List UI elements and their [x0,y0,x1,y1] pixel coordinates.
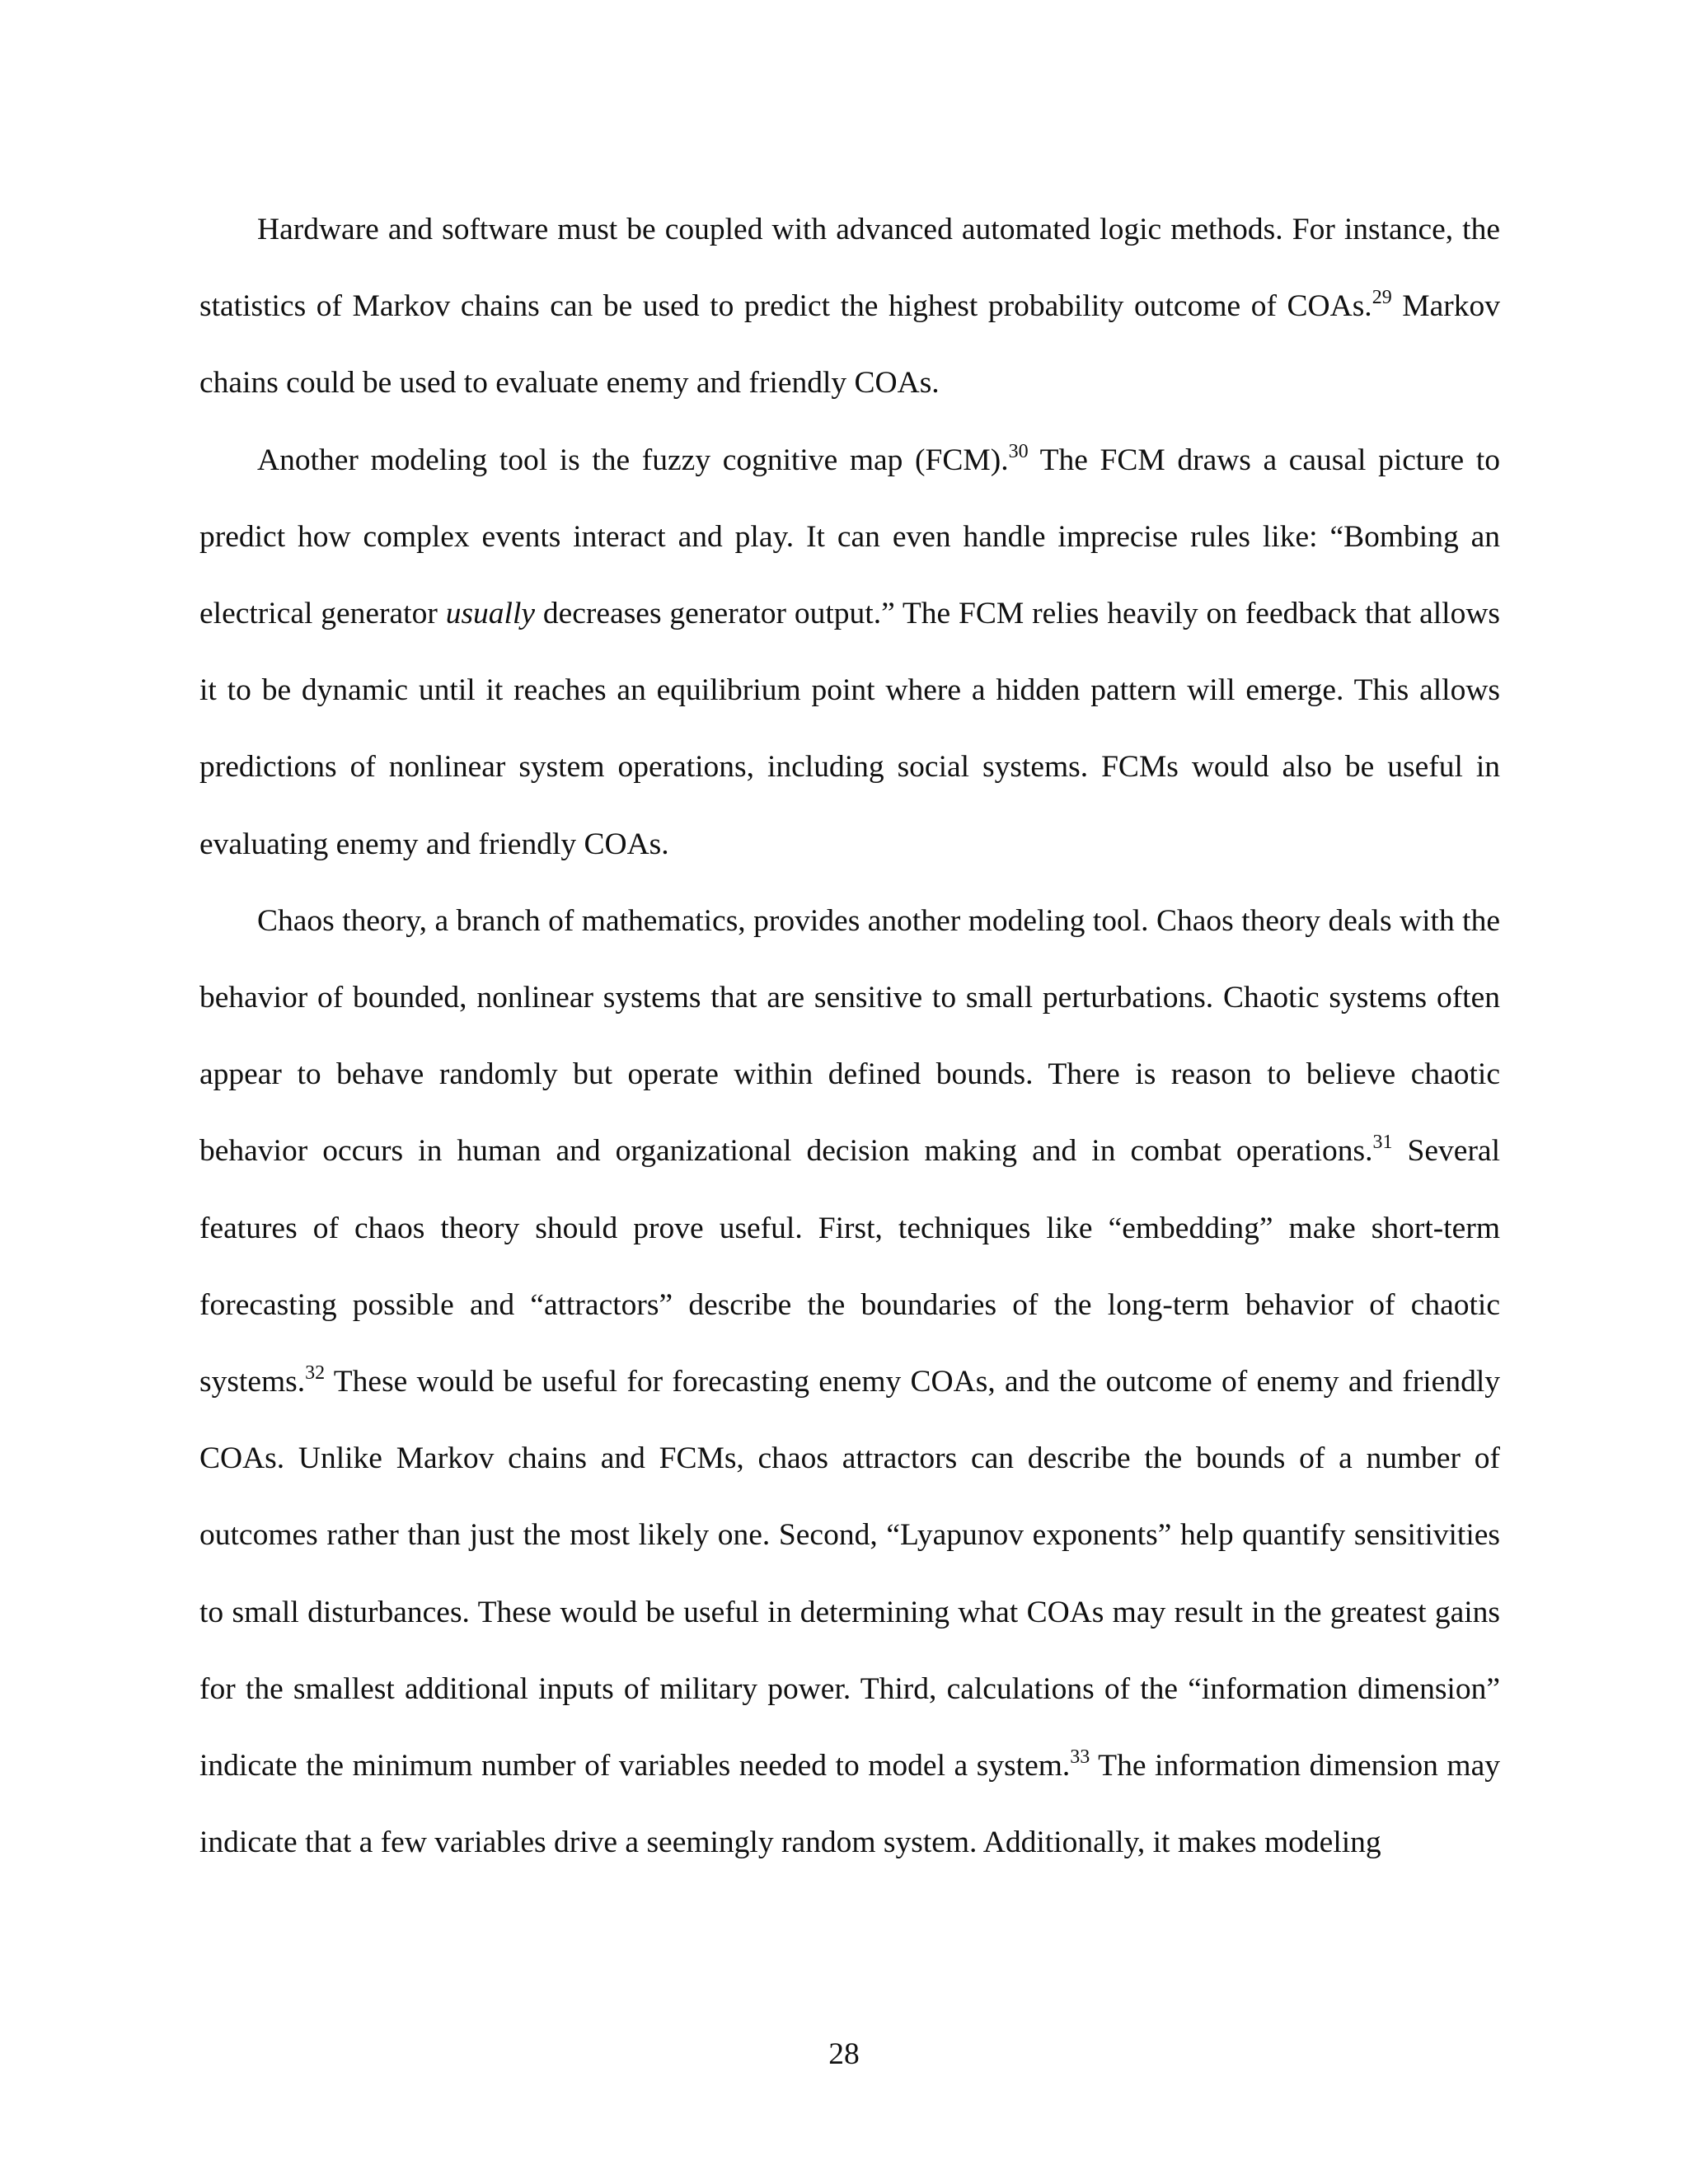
footnote-ref-32: 32 [305,1362,326,1385]
paragraph-text: Another modeling tool is the fuzzy cognitive map (FCM). [257,443,1009,477]
paragraph-text: decreases generator output.” The FCM relies heavily on feedback that allows it to be dynamic until it reaches an equilibrium point where a hidden pattern will emerge. This allows predictions of nonlinear system operations, including social systems. FCMs would also be useful in evaluating enemy and friendly COAs. [199,597,1501,861]
paragraph-text: Markov chains could be used to evaluate enemy and friendly COAs. [199,289,1500,401]
paragraph-text: The information dimension may indicate that a few variables drive a seemingly random system. Additionally, it makes modeling [199,1749,1500,1860]
page-number: 28 [828,2037,860,2071]
paragraph-text: These would be useful for forecasting enemy COAs, and the outcome of enemy and friendly COAs. Unlike Markov chains and FCMs, chaos attractors can describe the bounds of a number of outcomes rather than just the most likely one. Second, “Lyapunov exponents” help quantify sensitivities to small disturbances. These would be useful in determining what COAs may result in the greatest gains for the smallest additional inputs of military power. Third, calculations of the “information dimension” indicate the minimum number of variables needed to model a system. [199,1365,1500,1783]
footnote-ref-29: 29 [1372,287,1392,309]
paragraph-fuzzy-cognitive-map [199,422,1500,883]
footnote-ref-30: 30 [1008,440,1029,462]
footnote-ref-33: 33 [1070,1746,1090,1769]
paragraph-markov-chains [199,191,1500,422]
paragraph-text: Chaos theory, a branch of mathematics, provides another modeling tool. Chaos theory deals with the behavior of bounded, nonlinear systems that are sensitive to small perturbations. Chaotic systems often appear to behave randomly but operate within defined bounds. There is reason to believe chaotic behavior occurs in human and organizational decision making and in combat operations. [199,903,1500,1169]
paragraph-text: Several features of chaos theory should prove useful. First, techniques like “embedding” make short-term forecasting possible and “attractors” describe the boundaries of the long-term behavior of chaotic systems. [199,1134,1500,1399]
footnote-ref-31: 31 [1372,1132,1393,1154]
body-text [199,191,1500,1881]
paragraph-chaos-theory [199,883,1500,1882]
paragraph-text: The FCM draws a causal picture to predict how complex events interact and play. It can even handle imprecise rules like: “Bombing an electrical generator [199,443,1500,631]
paragraph-text: Hardware and software must be coupled with advanced automated logic methods. For instance, the statistics of Markov chains can be used to predict the highest probability outcome of COAs. [199,213,1500,324]
italic-emphasis: usually [445,597,536,631]
